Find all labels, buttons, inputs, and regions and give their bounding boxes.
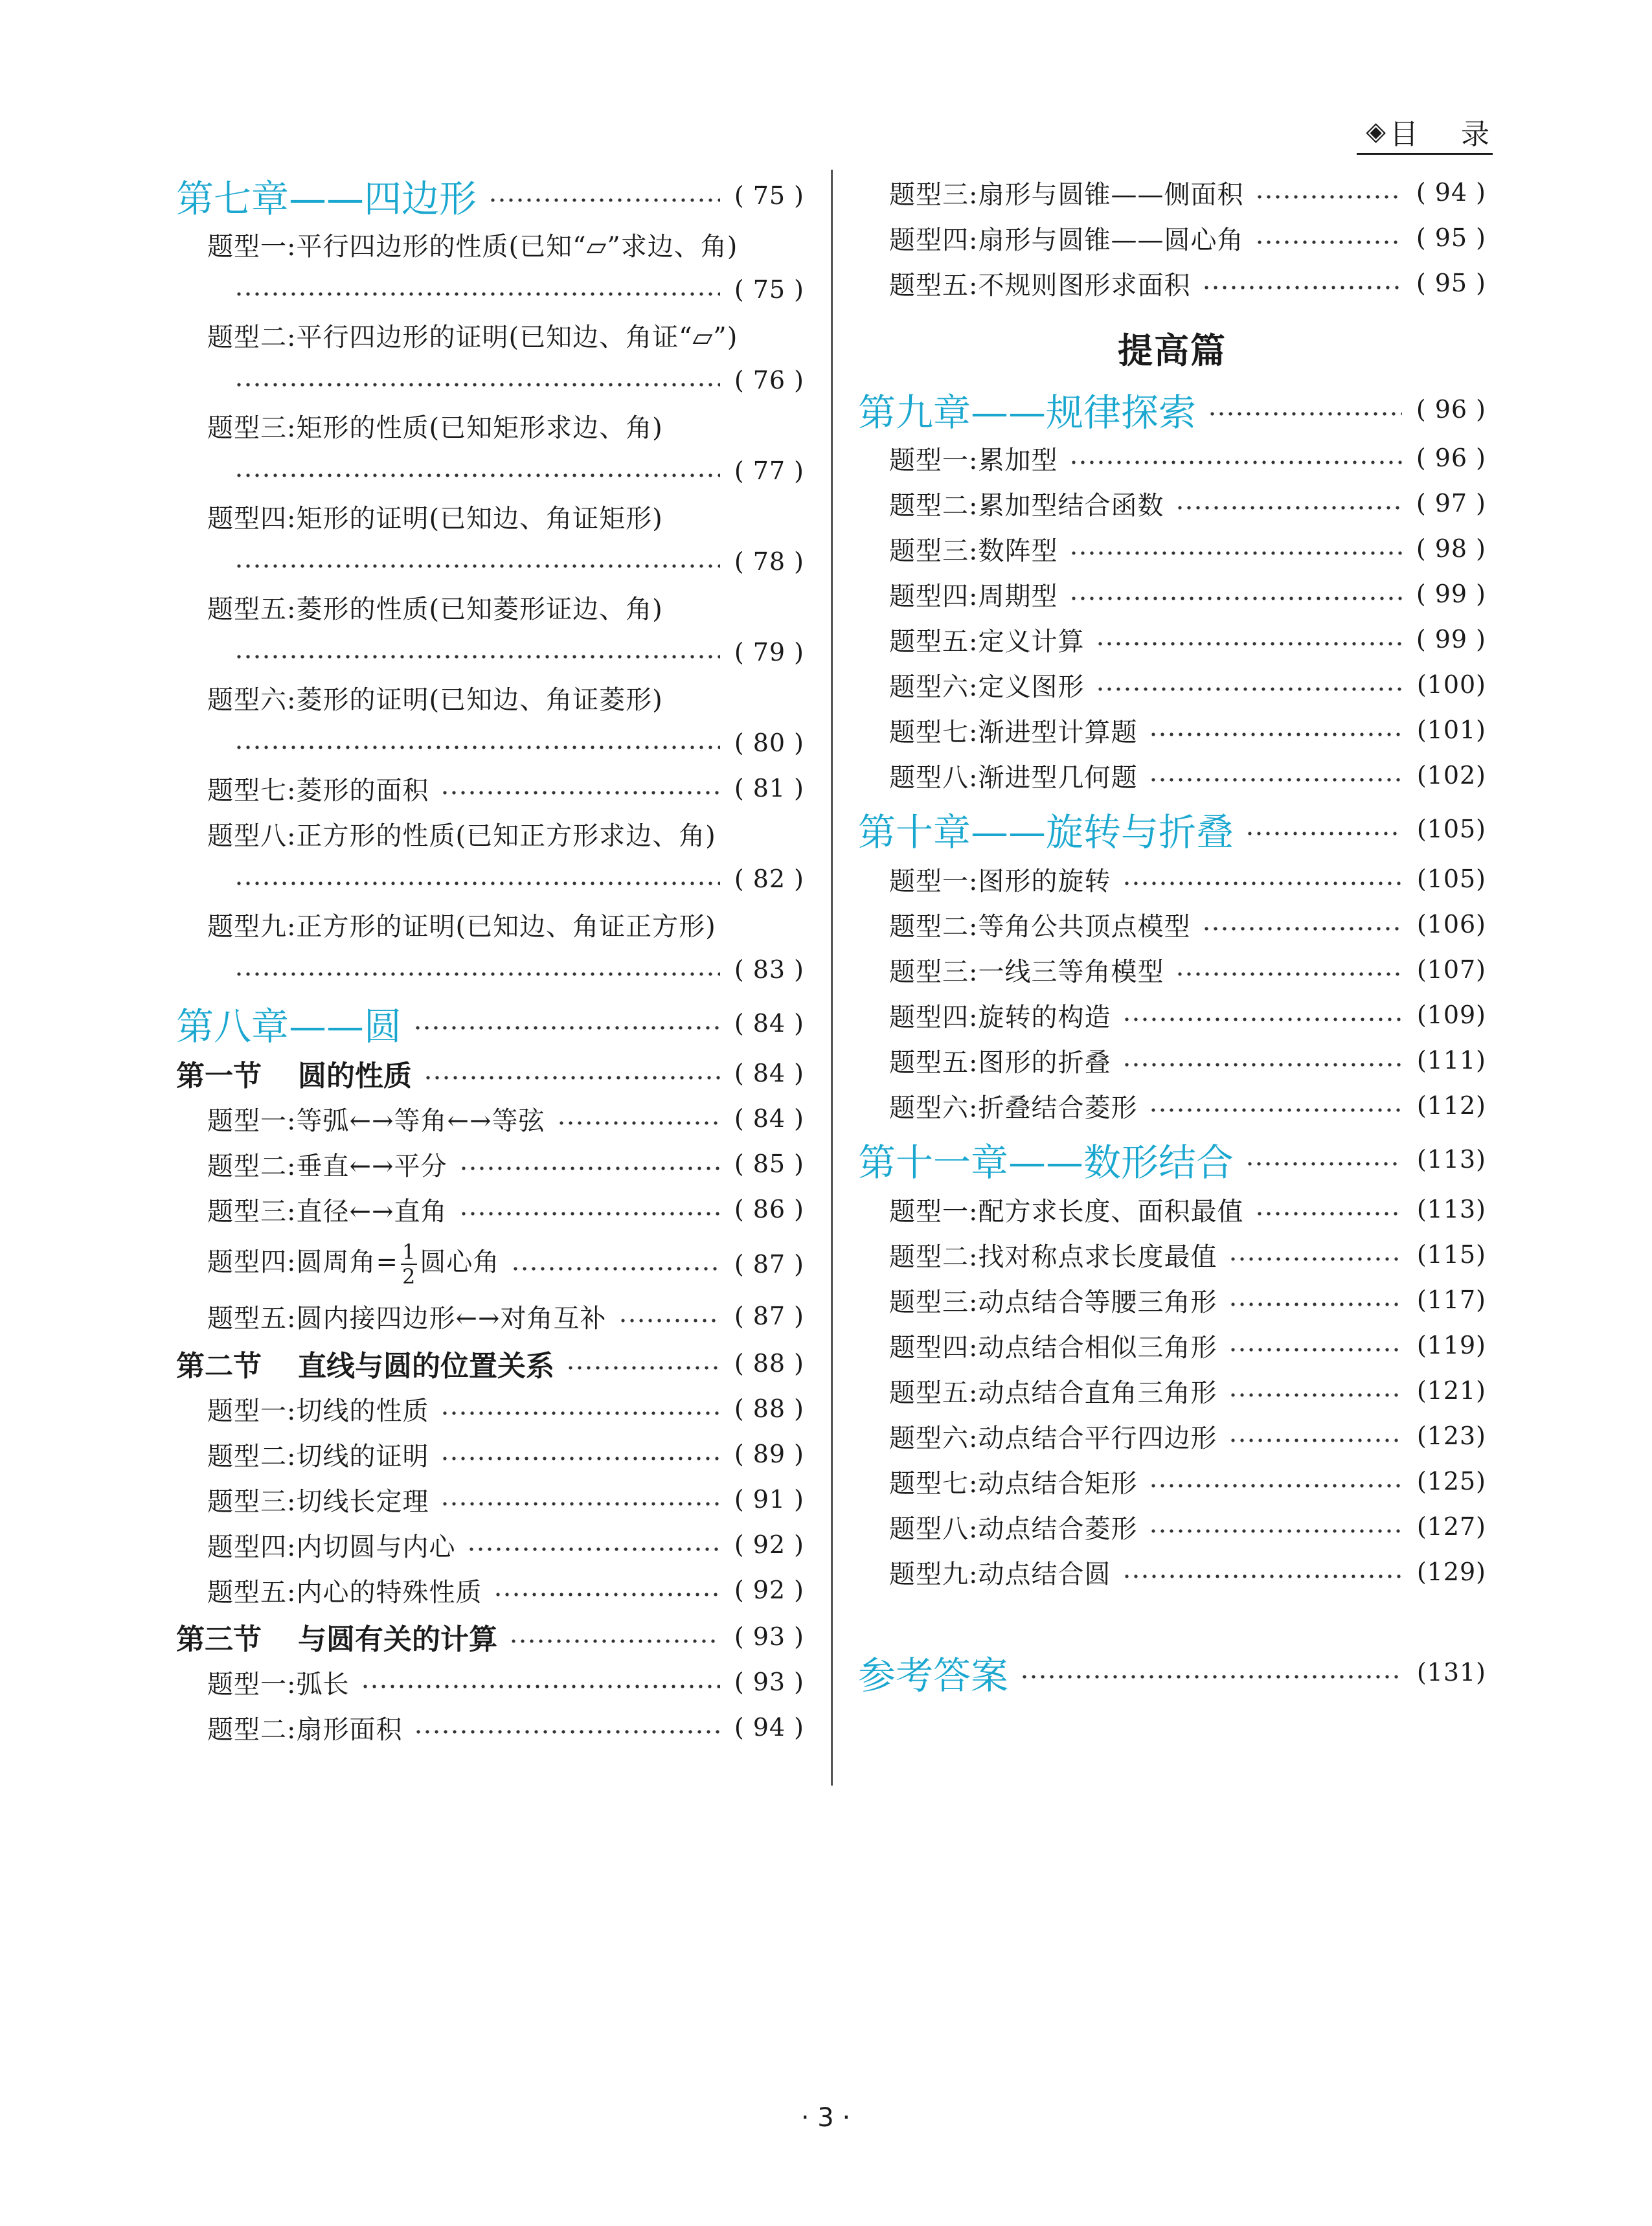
leader-dots [1255, 194, 1402, 199]
page-footer: · 3 · [800, 2103, 851, 2133]
topic-item[interactable] [176, 1431, 804, 1477]
leader-dots [566, 1365, 720, 1370]
chapter-title: 参考答案 [858, 1653, 1009, 1698]
leader-dots [1202, 926, 1402, 931]
topic-title: 题型一:配方求长度、面积最值 [889, 1196, 1244, 1227]
topic-item[interactable] [176, 766, 804, 811]
topic-item[interactable] [176, 1386, 804, 1431]
page-number: (111) [1416, 1046, 1486, 1074]
diamond-icon: ◈ [1366, 117, 1386, 146]
page-number: (113) [1416, 1145, 1486, 1174]
chapter-10[interactable] [858, 803, 1486, 855]
page-number: ( 77 ) [734, 457, 804, 485]
page-number: (115) [1416, 1240, 1486, 1269]
page-number: (117) [1416, 1286, 1486, 1314]
leader-dots [1149, 777, 1402, 782]
topic-title-line[interactable] [176, 494, 804, 539]
leader-dots [440, 1501, 720, 1506]
topic-item[interactable] [176, 1567, 804, 1613]
page-number: (102) [1416, 761, 1486, 789]
page-number: (131) [1416, 1658, 1486, 1687]
topic-dots-line [176, 358, 804, 403]
topic-item[interactable] [858, 435, 1486, 481]
leader-dots [1245, 1161, 1402, 1166]
chapter-title: 第十章——旋转与折叠 [858, 810, 1234, 854]
leader-dots [234, 563, 720, 569]
page-number: ( 75 ) [734, 275, 804, 304]
topic-item[interactable] [858, 1232, 1486, 1277]
page-number: ( 87 ) [734, 1302, 804, 1330]
page-number: ( 84 ) [734, 1059, 804, 1087]
leader-dots [1175, 505, 1402, 510]
leader-dots [234, 745, 720, 750]
topic-title: 题型八:正方形的性质(已知正方形求边、角) [207, 821, 716, 851]
header-title: 目 录 [1390, 118, 1506, 151]
page-number: (123) [1416, 1422, 1486, 1450]
topic-title: 题型一:切线的性质 [207, 1396, 429, 1426]
part-title: 提高篇 [1118, 330, 1227, 371]
page-number: ( 94 ) [1416, 178, 1486, 207]
leader-dots [1228, 1347, 1402, 1352]
chapter-11[interactable] [858, 1133, 1486, 1185]
page-number: (105) [1416, 815, 1486, 843]
topic-dots-line [176, 630, 804, 675]
topic-item[interactable] [858, 1187, 1486, 1232]
page-number: ( 99 ) [1416, 580, 1486, 608]
topic-title: 题型七:菱形的面积 [207, 775, 429, 806]
topic-title-line[interactable] [176, 403, 804, 448]
leader-dots [488, 198, 720, 203]
topic-title: 题型五:动点结合直角三角形 [889, 1378, 1217, 1408]
page-number: ( 91 ) [734, 1485, 804, 1514]
topic-title: 题型三:矩形的性质(已知矩形求边、角) [207, 413, 663, 443]
page-number: ( 75 ) [734, 181, 804, 210]
chapter-title: 第八章——圆 [176, 1005, 402, 1049]
topic-title: 题型四:圆周角= $\frac{1}{2}$ 圆心角 [207, 1240, 500, 1289]
topic-item[interactable] [858, 1323, 1486, 1368]
topic-title: 题型五:不规则图形求面积 [889, 270, 1191, 301]
page-number: ( 82 ) [734, 865, 804, 893]
leader-dots [1175, 971, 1402, 977]
topic-title: 题型二:等角公共顶点模型 [889, 911, 1191, 942]
page-number: (105) [1416, 865, 1486, 893]
page-number: (129) [1416, 1558, 1486, 1586]
leader-dots [234, 881, 720, 886]
leader-dots [234, 473, 720, 478]
leader-dots [1149, 1483, 1402, 1488]
topic-item[interactable] [176, 1096, 804, 1141]
topic-title: 题型三:直径←→直角 [207, 1196, 447, 1227]
section-title: 第一节 圆的性质 [176, 1060, 412, 1093]
topic-title: 题型四:动点结合相似三角形 [889, 1332, 1217, 1363]
leader-dots [1255, 240, 1402, 245]
topic-title: 题型七:动点结合矩形 [889, 1468, 1138, 1499]
topic-item[interactable] [858, 662, 1486, 707]
leader-dots [413, 1025, 720, 1030]
topic-title: 题型一:累加型 [889, 445, 1058, 475]
leader-dots [414, 1729, 720, 1734]
topic-title-line[interactable] [176, 902, 804, 947]
leader-dots [361, 1684, 720, 1689]
topic-title: 题型四:内切圆与内心 [207, 1532, 456, 1562]
topic-title: 题型二:扇形面积 [207, 1714, 403, 1745]
answers-entry[interactable] [858, 1646, 1486, 1698]
leader-dots [1069, 551, 1402, 556]
leader-dots [511, 1266, 720, 1271]
topic-item[interactable] [176, 1235, 804, 1293]
topic-title: 题型九:正方形的证明(已知边、角证正方形) [207, 911, 716, 942]
page-number: (119) [1416, 1331, 1486, 1359]
topic-title: 题型二:累加型结合函数 [889, 490, 1164, 521]
page-number: ( 83 ) [734, 955, 804, 984]
page-number: ( 81 ) [734, 774, 804, 802]
topic-title: 题型三:扇形与圆锥——侧面积 [889, 179, 1244, 210]
leader-dots [459, 1166, 720, 1171]
topic-title: 题型四:矩形的证明(已知边、角证矩形) [207, 503, 663, 534]
topic-title: 题型二:垂直←→平分 [207, 1151, 447, 1181]
leader-dots [1122, 1574, 1402, 1579]
topic-title: 题型三:数阵型 [889, 536, 1058, 566]
topic-title: 题型四:旋转的构造 [889, 1002, 1111, 1032]
topic-title-line[interactable] [176, 584, 804, 630]
topic-item[interactable] [176, 1477, 804, 1522]
topic-dots-line [176, 448, 804, 494]
page-number: ( 76 ) [734, 366, 804, 394]
page-number: (121) [1416, 1376, 1486, 1405]
leader-dots [440, 1456, 720, 1461]
page-number: ( 78 ) [734, 547, 804, 576]
chapter-7[interactable] [176, 170, 804, 221]
page-number: ( 80 ) [734, 729, 804, 757]
leader-dots [1149, 732, 1402, 737]
topic-title: 题型一:图形的旋转 [889, 866, 1111, 896]
page-number: ( 94 ) [734, 1713, 804, 1742]
page-number: (125) [1416, 1467, 1486, 1495]
topic-item[interactable] [858, 481, 1486, 526]
page-number: (106) [1416, 910, 1486, 938]
leader-dots [1122, 881, 1402, 886]
topic-item[interactable] [858, 1459, 1486, 1504]
leader-dots [1228, 1256, 1402, 1262]
topic-title: 题型七:渐进型计算题 [889, 717, 1138, 747]
leader-dots [1228, 1302, 1402, 1307]
topic-title: 题型四:扇形与圆锥——圆心角 [889, 225, 1244, 255]
topic-item[interactable] [858, 571, 1486, 617]
topic-item[interactable] [858, 215, 1486, 260]
topic-title: 题型一:平行四边形的性质(已知“▱”求边、角) [207, 231, 738, 262]
leader-dots [1245, 831, 1402, 836]
topic-item[interactable] [858, 992, 1486, 1038]
chapter-8[interactable] [176, 997, 804, 1049]
page-number: ( 92 ) [734, 1530, 804, 1559]
leader-dots [1202, 285, 1402, 290]
topic-dots-line [176, 947, 804, 992]
topic-title: 题型六:动点结合平行四边形 [889, 1423, 1217, 1453]
topic-title: 题型四:周期型 [889, 581, 1058, 611]
leader-dots [459, 1211, 720, 1216]
leader-dots [1149, 1107, 1402, 1113]
section-title: 第二节 直线与圆的位置关系 [176, 1350, 554, 1383]
section-title: 第三节 与圆有关的计算 [176, 1623, 497, 1656]
leader-dots [557, 1120, 720, 1126]
topic-title: 题型三:切线长定理 [207, 1486, 429, 1517]
topic-item[interactable] [858, 617, 1486, 662]
topic-title: 题型三:一线三等角模型 [889, 957, 1164, 987]
page-number: ( 87 ) [734, 1250, 804, 1278]
leader-dots [1096, 641, 1402, 646]
topic-item[interactable] [858, 707, 1486, 753]
page-number: (101) [1416, 716, 1486, 744]
topic-title: 题型八:动点结合菱形 [889, 1514, 1138, 1544]
topic-title-line[interactable] [176, 312, 804, 358]
chapter-title: 第七章——四边形 [176, 177, 477, 221]
topic-item[interactable] [176, 1141, 804, 1187]
topic-item[interactable] [176, 1187, 804, 1232]
leader-dots [493, 1592, 720, 1597]
leader-dots [1069, 596, 1402, 601]
topic-title: 题型二:平行四边形的证明(已知边、角证“▱”) [207, 322, 738, 352]
chapter-title: 第十一章——数形结合 [858, 1141, 1234, 1185]
topic-item[interactable] [176, 1659, 804, 1705]
leader-dots [1122, 1062, 1402, 1067]
chapter-9[interactable] [858, 383, 1486, 435]
page-number: ( 86 ) [734, 1195, 804, 1223]
page-number: ( 79 ) [734, 638, 804, 666]
leader-dots [234, 654, 720, 659]
topic-item[interactable] [858, 526, 1486, 571]
leader-dots [509, 1639, 720, 1644]
section-1[interactable] [176, 1051, 804, 1096]
page-number: ( 88 ) [734, 1349, 804, 1378]
page-number: ( 96 ) [1416, 395, 1486, 424]
topic-title: 题型六:折叠结合菱形 [889, 1093, 1138, 1123]
page-number: ( 84 ) [734, 1009, 804, 1038]
topic-item[interactable] [858, 1083, 1486, 1128]
topic-title: 题型二:切线的证明 [207, 1441, 429, 1471]
topic-title: 题型五:图形的折叠 [889, 1047, 1111, 1078]
page-number: ( 93 ) [734, 1622, 804, 1651]
page-number: (127) [1416, 1512, 1486, 1541]
page-header [1360, 109, 1506, 154]
page-number: ( 96 ) [1416, 444, 1486, 472]
topic-item[interactable] [858, 1504, 1486, 1549]
page-number: (107) [1416, 955, 1486, 984]
topic-dots-line [176, 856, 804, 902]
topic-item[interactable] [858, 260, 1486, 306]
leader-dots [1096, 687, 1402, 692]
page-number: ( 84 ) [734, 1104, 804, 1133]
leader-dots [1122, 1017, 1402, 1022]
topic-title-line[interactable] [176, 675, 804, 720]
topic-title: 题型五:定义计算 [889, 626, 1085, 657]
page-number: (109) [1416, 1001, 1486, 1029]
leader-dots [440, 790, 720, 795]
leader-dots [1020, 1674, 1402, 1679]
topic-item[interactable] [176, 1705, 804, 1750]
topic-item[interactable] [858, 856, 1486, 902]
topic-title: 题型一:等弧←→等角←→等弦 [207, 1106, 545, 1136]
topic-title: 题型五:内心的特殊性质 [207, 1577, 482, 1607]
leader-dots [424, 1075, 720, 1080]
header-rule [1357, 153, 1493, 155]
page-number: ( 99 ) [1416, 625, 1486, 653]
page-number: (112) [1416, 1091, 1486, 1120]
page-number: ( 92 ) [734, 1576, 804, 1604]
topic-item[interactable] [858, 170, 1486, 215]
topic-item[interactable] [858, 1413, 1486, 1459]
leader-dots [234, 291, 720, 297]
topic-dots-line [176, 720, 804, 766]
topic-item[interactable] [858, 947, 1486, 992]
leader-dots [1149, 1528, 1402, 1534]
topic-title: 题型二:找对称点求长度最值 [889, 1242, 1217, 1272]
topic-title: 题型五:菱形的性质(已知菱形证边、角) [207, 594, 663, 624]
leader-dots [1255, 1211, 1402, 1216]
topic-title-line[interactable] [176, 811, 804, 856]
topic-item[interactable] [858, 1038, 1486, 1083]
leader-dots [234, 382, 720, 387]
page-number: ( 89 ) [734, 1440, 804, 1468]
leader-dots [618, 1318, 720, 1323]
page-number: ( 93 ) [734, 1668, 804, 1696]
topic-title: 题型六:菱形的证明(已知边、角证菱形) [207, 685, 663, 715]
page-number: ( 85 ) [734, 1150, 804, 1178]
page-number: ( 98 ) [1416, 534, 1486, 563]
topic-title: 题型五:圆内接四边形←→对角互补 [207, 1303, 607, 1334]
page-number: (113) [1416, 1195, 1486, 1223]
topic-item[interactable] [858, 1549, 1486, 1595]
page-number: ( 88 ) [734, 1394, 804, 1423]
page-number: (100) [1416, 670, 1486, 699]
leader-dots [1208, 411, 1402, 416]
topic-title: 题型三:动点结合等腰三角形 [889, 1287, 1217, 1317]
leader-dots [440, 1411, 720, 1416]
topic-item[interactable] [176, 1522, 804, 1567]
page-number: ( 95 ) [1416, 223, 1486, 252]
topic-item[interactable] [858, 902, 1486, 947]
leader-dots [1228, 1392, 1402, 1398]
topic-title: 题型六:定义图形 [889, 672, 1085, 702]
topic-item[interactable] [858, 1368, 1486, 1413]
topic-title-line[interactable] [176, 221, 804, 267]
topic-title: 题型八:渐进型几何题 [889, 762, 1138, 793]
topic-item[interactable] [858, 1277, 1486, 1323]
leader-dots [1228, 1438, 1402, 1443]
leader-dots [1069, 460, 1402, 465]
chapter-title: 第九章——规律探索 [858, 391, 1197, 435]
page-number: ( 95 ) [1416, 269, 1486, 297]
section-3[interactable] [176, 1614, 804, 1659]
column-divider [831, 170, 833, 1786]
topic-title: 题型一:弧长 [207, 1669, 350, 1699]
leader-dots [467, 1547, 720, 1552]
topic-item[interactable] [858, 753, 1486, 798]
topic-title: 题型九:动点结合圆 [889, 1559, 1111, 1589]
topic-dots-line [176, 267, 804, 312]
section-2[interactable] [176, 1341, 804, 1386]
leader-dots [234, 971, 720, 977]
topic-dots-line [176, 539, 804, 584]
topic-item[interactable] [176, 1293, 804, 1339]
page-number: ( 97 ) [1416, 489, 1486, 517]
fraction: $\frac{1}{2}$ [402, 1240, 416, 1289]
